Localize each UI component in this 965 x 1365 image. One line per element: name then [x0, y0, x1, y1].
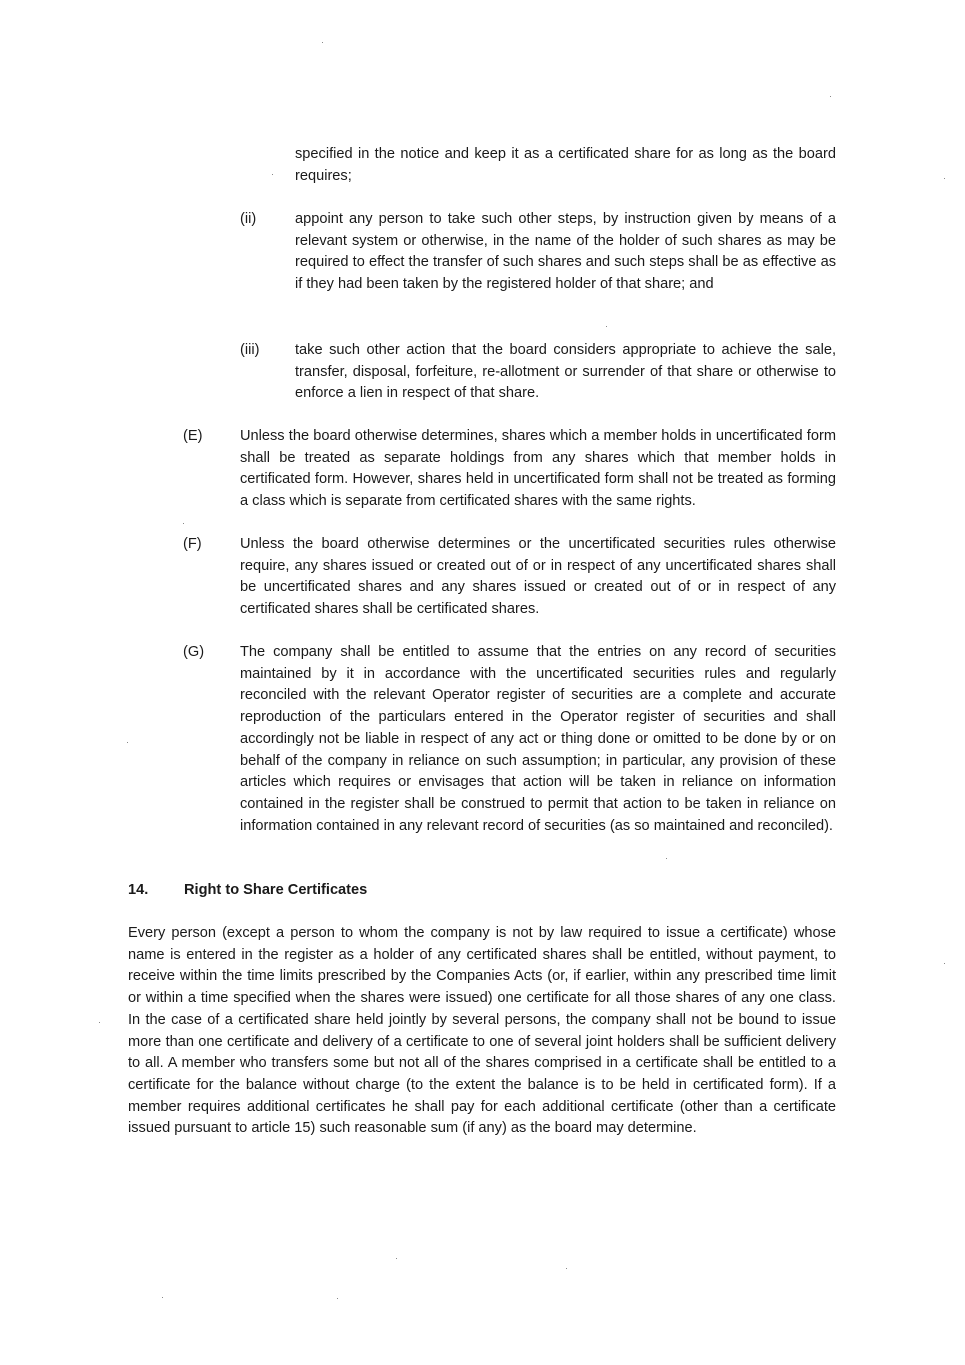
paragraph-label-g: (G) [183, 644, 205, 660]
paragraph-label-f: (F) [183, 536, 202, 552]
scan-speck [944, 963, 945, 964]
scan-speck [396, 1258, 397, 1259]
scan-speck [944, 178, 945, 179]
scan-speck [566, 1268, 567, 1269]
scan-speck [666, 858, 667, 859]
sub-item-label-iii: (iii) [240, 342, 260, 358]
scan-speck [127, 742, 128, 743]
scan-speck [322, 42, 323, 43]
scan-speck [183, 523, 184, 524]
scan-speck [99, 1022, 100, 1023]
section-number: 14. [128, 882, 149, 898]
scan-speck [606, 326, 607, 327]
sub-item-text-iii: take such other action that the board considers appropriate to achieve the sale, transfer, disposal, forfeiture, re-allotment or surrender of that share or otherwise to enforce a lien in respect of that share. [295, 342, 836, 402]
scan-speck [162, 1297, 163, 1298]
continuation-text: specified in the notice and keep it as a certificated share for as long as the board requires; [295, 146, 836, 184]
paragraph-text-e: Unless the board otherwise determines, shares which a member holds in uncertificated form shall be treated as separate holdings from any shares which that member holds in certificated form. However, shares held in uncertificated form shall not be treated as forming a class which is separate from certificated shares with the same rights. [240, 428, 836, 510]
scan-speck [337, 1298, 338, 1299]
section-body: Every person (except a person to whom the company is not by law required to issue a certificate) whose name is entered in the register as a holder of any certificated shares shall be entitled, without payment, to receive within the time limits prescribed by the Companies Acts (or, if earlier, within any prescribed time limit or within a time specified when the shares were issued) one certificate for all those shares of any one class. In the case of a certificated share held jointly by several persons, the company shall not be bound to issue more than one certificate and delivery of a certificate to one of several joint holders shall be sufficient delivery to all. A member who transfers some but not all of the shares comprised in a certificate shall be entitled to a certificate for the balance without charge (to the extent the balance is to be held in certificated form). If a member requires additional certificates he shall pay for each additional certificate (other than a certificate issued pursuant to article 15) such reasonable sum (if any) as the board may determine. [128, 925, 836, 1137]
paragraph-label-e: (E) [183, 428, 203, 444]
sub-item-text-ii: appoint any person to take such other steps, by instruction given by means of a relevant system or otherwise, in the name of the holder of such shares as may be required to effect the transfer of such shares and such steps shall be as effective as if they had been taken by the registered holder of that share; and [295, 211, 836, 293]
paragraph-text-f: Unless the board otherwise determines or the uncertificated securities rules otherwise require, any shares issued or created out of or in respect of any uncertificated shares shall be uncertificated shares and any shares issued or created out of or in respect of any certificated shares shall be certificated shares. [240, 536, 836, 618]
scan-speck [830, 96, 831, 97]
paragraph-text-g: The company shall be entitled to assume that the entries on any record of securities maintained by it in accordance with the uncertificated securities rules and regularly reconciled with the relevant Operator register of securities are a complete and accurate reproduction of the particulars entered in the Operator register of securities and shall accordingly not be liable in respect of any act or thing done or omitted to be done by or on behalf of the company in reliance on such assumption; in particular, any provision of these articles which requires or envisages that action will be taken in reliance on information contained in the register shall be construed to permit that action to be taken in reliance on information contained in any relevant record of securities (as so maintained and reconciled). [240, 644, 836, 834]
sub-item-label-ii: (ii) [240, 211, 257, 227]
section-title: Right to Share Certificates [184, 882, 368, 898]
scan-speck [272, 174, 273, 175]
